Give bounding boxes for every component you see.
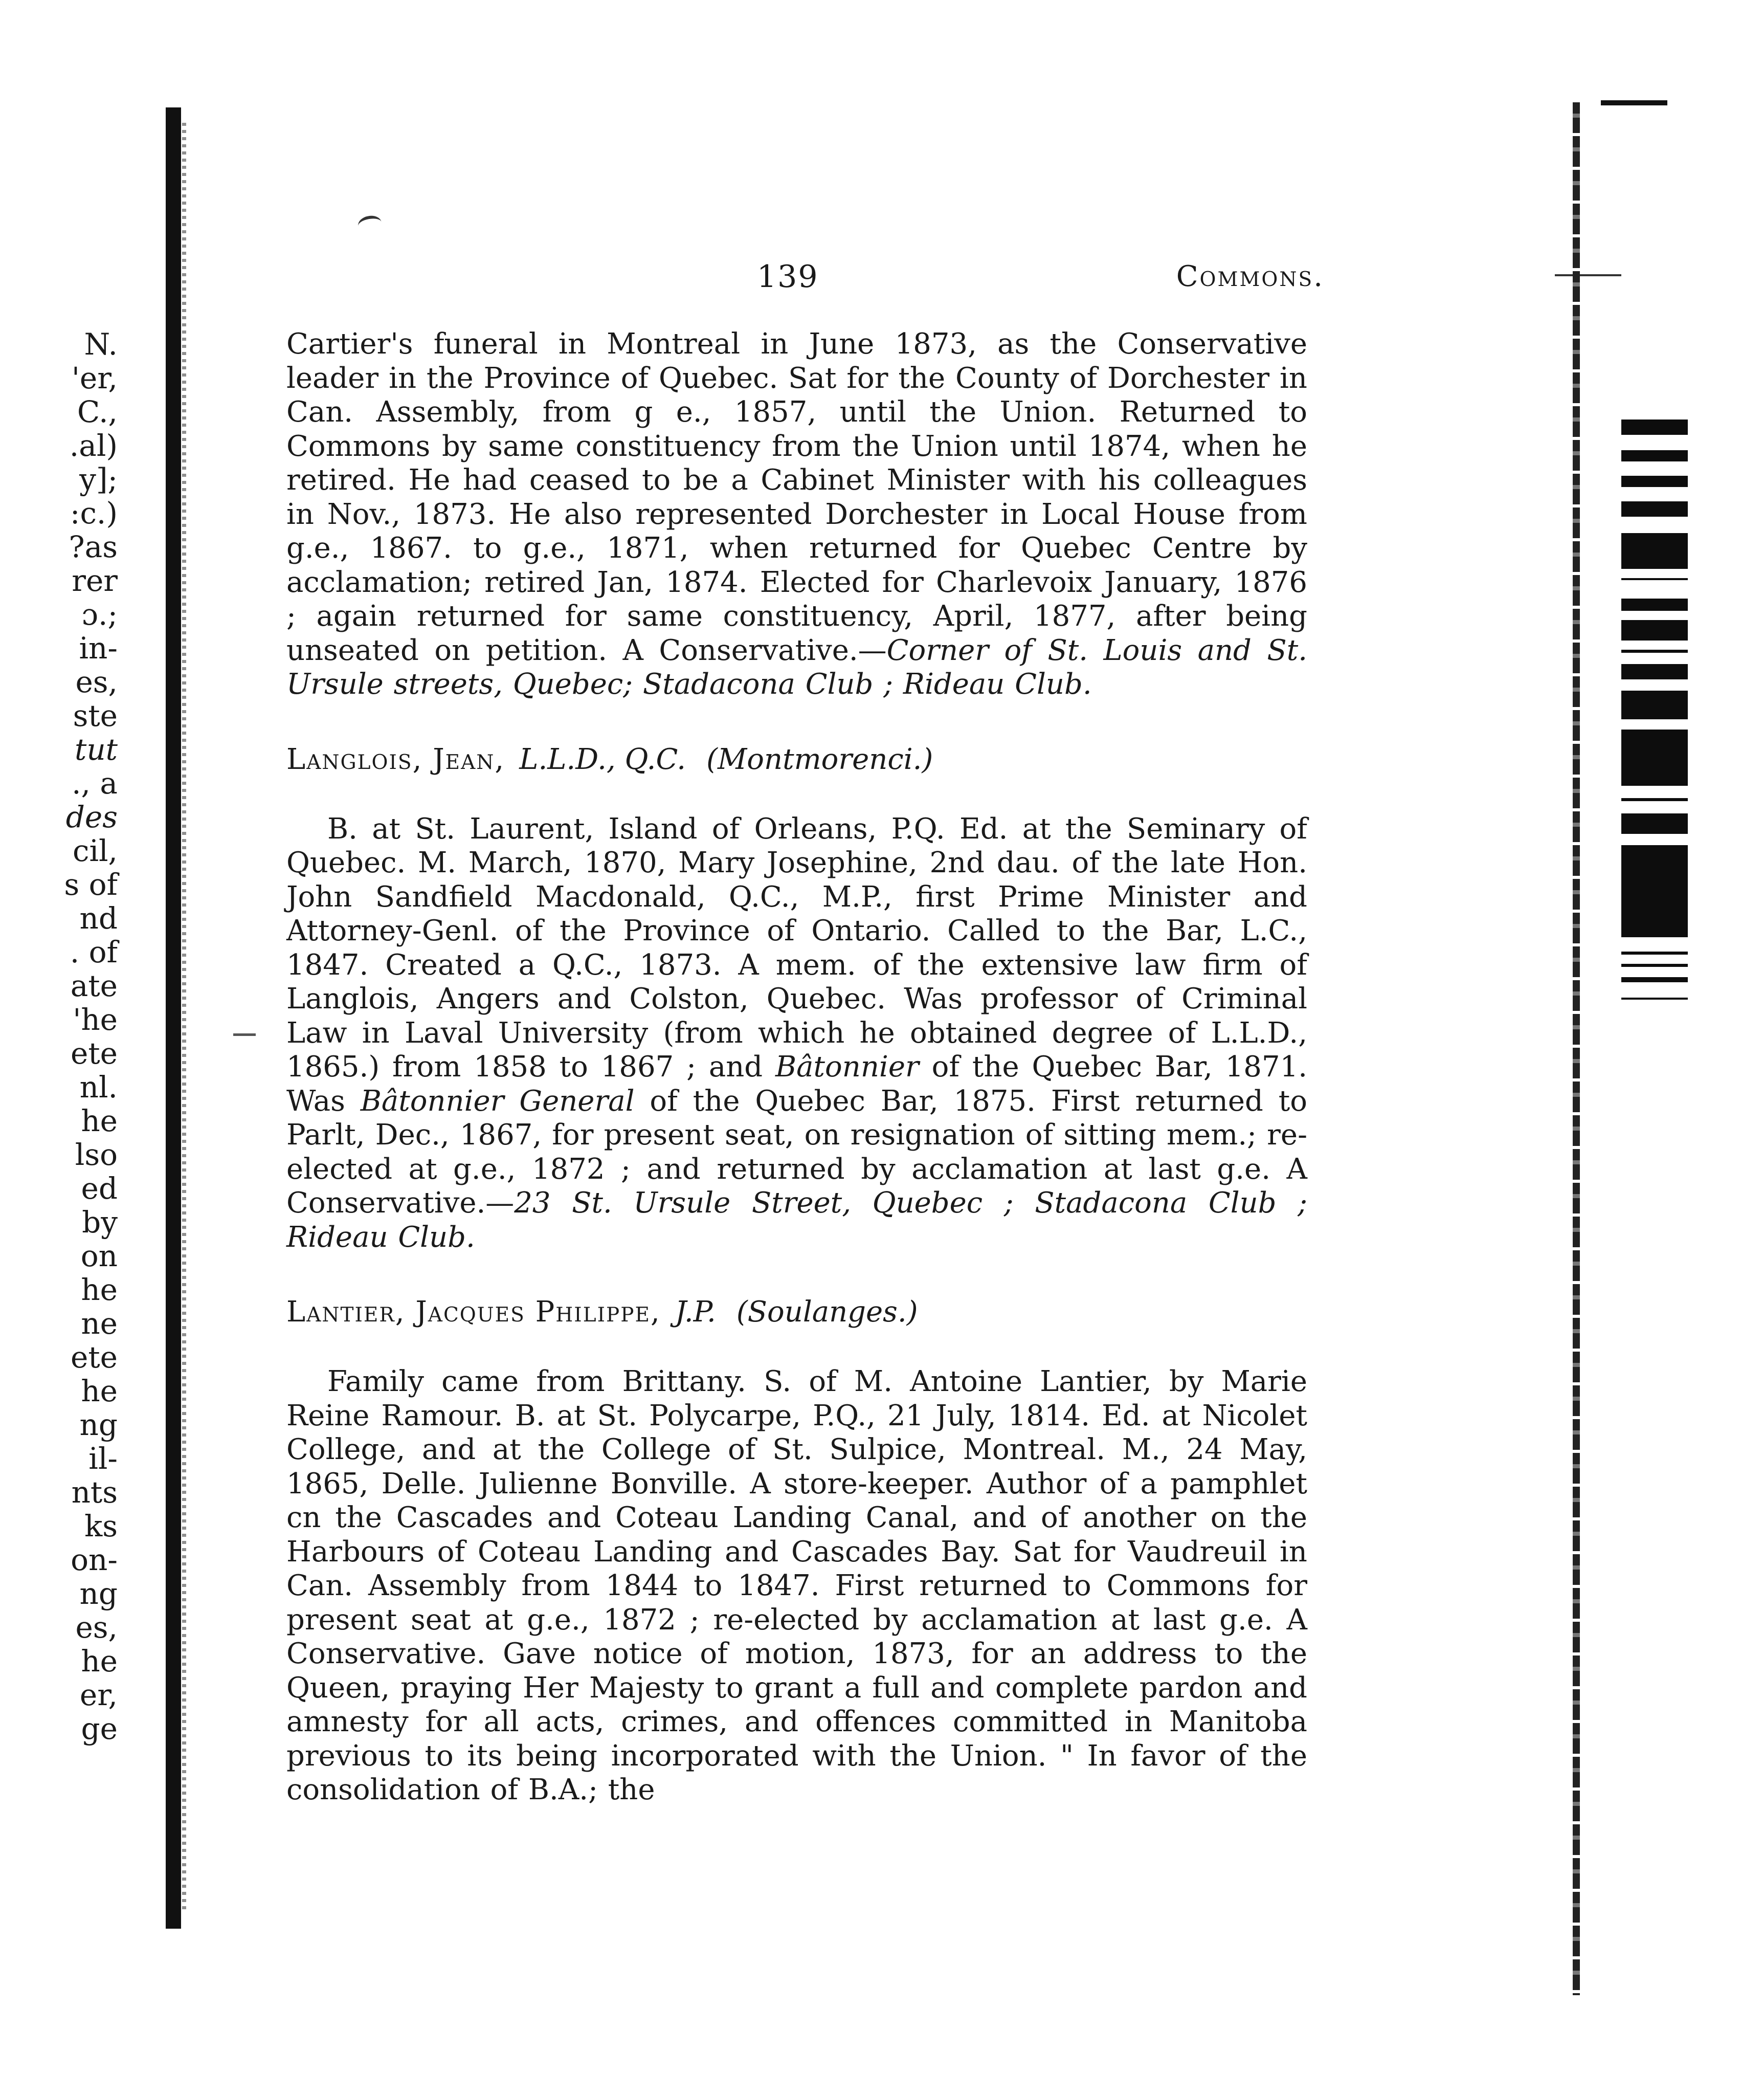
entry-degrees: L.L.D., Q.C. — [519, 742, 686, 776]
facing-page-fragment: er, — [79, 1678, 118, 1712]
entry-body-text: B. at St. Laurent, Island of Orleans, P.Q. Ed. at the Seminary of Quebec. M. March, 1870, Mary Josephine, 2nd dau. of the late Hon. John Sandfield Macdonald, Q.C., M.P., first Prime Minister and Attorney-Genl. of the Province of Ontario. Called to the Bar, L.C., 1847. Created a Q.C., 1873. A mem. of the extensive law firm of Langlois, Angers and Colston, Quebec. Was professor of Criminal Law in Laval University (from which he obtained degree of L.L.D., 1865.) from 1858 to 1867 ; and — [286, 812, 1307, 1084]
entry-continuation-text: Cartier's funeral in Montreal in June 1873, as the Conservative leader in the Province of Quebec. Sat for the County of Dorchester in Can. Assembly, from g e., 1857, until the Union. Returned to Commons by same constituency from the Union until 1874, when he retired. He had ceased to be a Cabinet Minister with his colleagues in Nov., 1873. He also represented Dorchester in Local House from g.e., 1867. to g.e., 1871, when returned for Quebec Centre by acclamation; retired Jan, 1874. Elected for Charlevoix January, 1876 ; again returned for same constituency, April, 1877, after being unseated on petition. A Conservative.— — [286, 327, 1307, 667]
facing-page-fragment: in- — [79, 631, 118, 665]
entry-heading-lantier — [286, 1295, 1307, 1329]
entry-degrees: J.P. — [675, 1295, 716, 1329]
facing-page-fragment: es, — [75, 1610, 118, 1644]
facing-page-fragment: rer — [72, 564, 118, 598]
facing-page-fragment: on — [80, 1239, 118, 1273]
facing-page-fragment: ste — [73, 699, 118, 733]
barcode-bar — [1621, 798, 1688, 801]
entry-riding: (Montmorenci.) — [706, 742, 933, 776]
barcode-bar — [1621, 620, 1688, 641]
barcode-bar — [1621, 450, 1688, 461]
facing-page-fragment: . of — [70, 935, 118, 969]
facing-page-fragments — [11, 327, 124, 1746]
stray-ink-mark — [357, 214, 383, 234]
barcode-bar — [1621, 501, 1688, 517]
barcode-bar — [1621, 952, 1688, 955]
facing-page-fragment: he — [81, 1644, 118, 1678]
scan-corner-mark — [1601, 100, 1667, 105]
scan-target-barcode — [1621, 420, 1688, 941]
facing-page-fragment: y]; — [79, 462, 118, 496]
barcode-bar — [1621, 998, 1688, 1000]
barcode-bar — [1621, 664, 1688, 679]
facing-page-fragment: ge — [81, 1712, 118, 1746]
facing-page-fragment: ng — [79, 1408, 118, 1442]
facing-page-fragment: es, — [75, 665, 118, 699]
barcode-bar — [1621, 813, 1688, 834]
running-head: Commons. — [1176, 260, 1324, 293]
facing-page-fragment: ete — [71, 1340, 118, 1374]
facing-page-fragment: ed — [81, 1172, 118, 1205]
facing-page-fragment: 'er, — [71, 361, 118, 395]
facing-page-fragment: on- — [71, 1543, 118, 1577]
entry-name: Lantier, Jacques Philippe, — [286, 1295, 661, 1329]
entry-continuation — [286, 327, 1307, 702]
facing-page-fragment: ne — [81, 1307, 118, 1340]
entry-body-text: of the Quebec Bar, 1875. First returned to Parlt, Dec., 1867, for present seat, on resignation of sitting mem.; re-elected at g.e., 1872 ; and returned by acclamation at last g.e. A Conservative.— — [286, 1084, 1307, 1220]
binding-gutter-shadow — [166, 107, 181, 1929]
scan-edge-tick — [1555, 274, 1621, 276]
facing-page-fragment: ?as — [69, 530, 118, 564]
barcode-bar — [1621, 476, 1688, 487]
entry-continuation-address: Corner of St. Louis and St. Ursule streets, Quebec; Stadacona Club ; Rideau Club. — [286, 633, 1307, 701]
barcode-bar — [1621, 578, 1688, 580]
stray-ink-dash — [233, 1033, 256, 1036]
page-body — [286, 327, 1307, 1807]
facing-page-fragment: s of — [64, 868, 118, 901]
entry-body-text: Family came from Brittany. S. of M. Antoine Lantier, by Marie Reine Ramour. B. at St. Polycarpe, P.Q., 21 July, 1814. Ed. at Nicolet College, and at the College of St. Sulpice, Montreal. M., 24 May, 1865, Delle. Julienne Bonville. A store-keeper. Author of a pamphlet cn the Cascades and Coteau Landing Canal, and of another on the Harbours of Coteau Landing and Cascades Bay. Sat for Vaudreuil in Can. Assembly from 1844 to 1847. First returned to Commons for present seat at g.e., 1872 ; re-elected by acclamation at last g.e. A Conservative. Gave notice of motion, 1873, for an address to the Queen, praying Her Majesty to grant a full and complete pardon and amnesty for all acts, crimes, and offences committed in Manitoba previous to its being incorporated with the Union. " In favor of the consolidation of B.A.; the — [286, 1365, 1307, 1806]
facing-page-fragment: by — [82, 1205, 118, 1239]
entry-body-lantier — [286, 1365, 1307, 1807]
barcode-bar — [1621, 691, 1688, 719]
scan-right-edge-strip — [1573, 102, 1580, 1995]
facing-page-fragment: nts — [71, 1475, 118, 1509]
entry-body-italic: Bâtonnier General — [360, 1084, 635, 1118]
barcode-bar — [1621, 420, 1688, 435]
barcode-bar — [1621, 964, 1688, 967]
facing-page-fragment: des — [65, 800, 118, 834]
facing-page-fragment: nd — [79, 901, 118, 935]
page-number: 139 — [757, 259, 819, 295]
facing-page-fragment: ng — [79, 1577, 118, 1610]
facing-page-fragment: ., a — [72, 766, 118, 800]
entry-heading-langlois — [286, 743, 1307, 777]
facing-page-fragment: il- — [88, 1442, 118, 1475]
facing-page-fragment: 'he — [73, 1003, 118, 1036]
facing-page-fragment: he — [81, 1104, 118, 1138]
barcode-bar — [1621, 599, 1688, 611]
entry-body-italic: Bâtonnier — [775, 1050, 919, 1084]
barcode-bar — [1621, 650, 1688, 653]
facing-page-fragment: :c.) — [70, 496, 118, 530]
entry-riding: (Soulanges.) — [736, 1295, 918, 1329]
entry-name: Langlois, Jean, — [286, 742, 505, 776]
facing-page-fragment: cil, — [72, 834, 118, 868]
entry-body-langlois — [286, 812, 1307, 1255]
binding-gutter-edge — [182, 123, 186, 1913]
facing-page-fragment: he — [81, 1273, 118, 1307]
barcode-bar — [1621, 977, 1688, 982]
facing-page-fragment: ɔ.; — [81, 598, 118, 631]
barcode-bar — [1621, 845, 1688, 937]
facing-page-fragment: ete — [71, 1036, 118, 1070]
barcode-bar — [1621, 730, 1688, 786]
facing-page-fragment: ks — [84, 1509, 118, 1543]
facing-page-fragment: C., — [77, 395, 118, 429]
facing-page-fragment: he — [81, 1374, 118, 1408]
facing-page-fragment: N. — [84, 327, 118, 361]
entry-body-text: of the Quebec Bar, 1871. Was — [286, 1050, 1307, 1118]
facing-page-fragment: tut — [75, 733, 118, 766]
entry-address: 23 St. Ursule Street, Quebec ; Stadacona Club ; Rideau Club. — [286, 1186, 1307, 1254]
facing-page-fragment: .al) — [69, 429, 118, 462]
barcode-bar — [1621, 533, 1688, 569]
facing-page-fragment: ate — [70, 969, 118, 1003]
facing-page-fragment: lso — [75, 1138, 118, 1172]
facing-page-fragment: nl. — [79, 1070, 118, 1104]
